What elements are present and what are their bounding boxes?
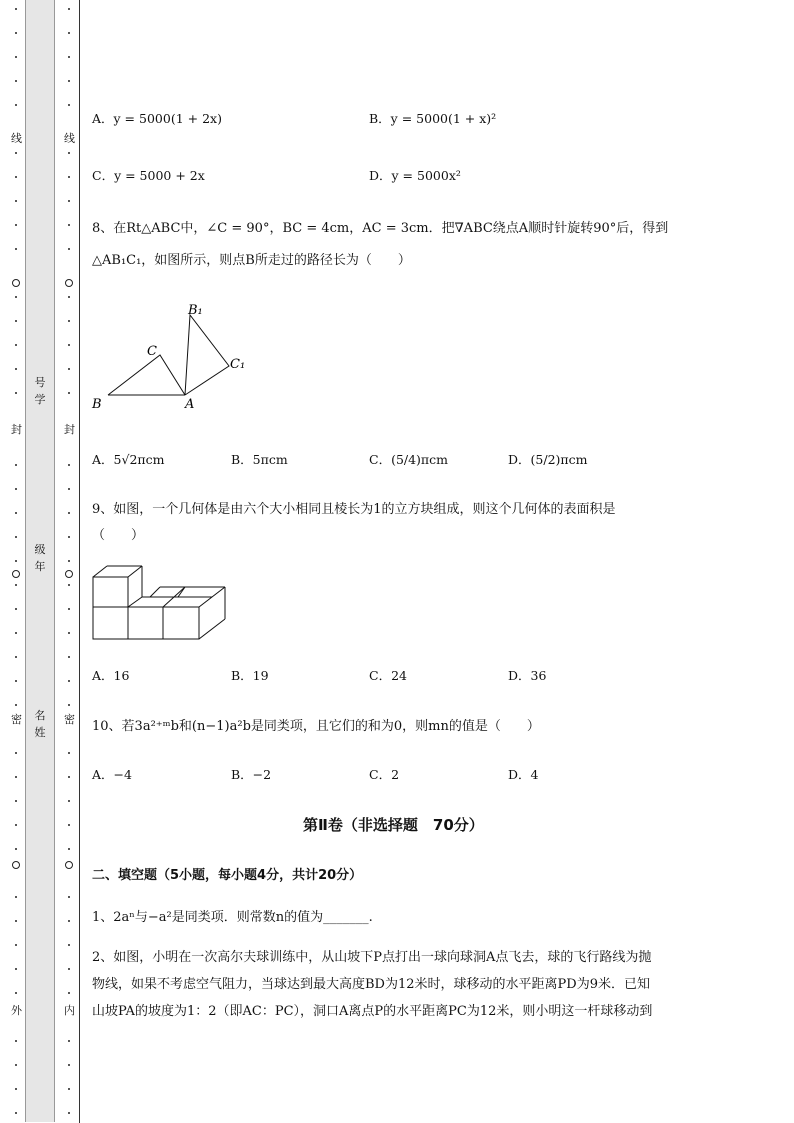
outer-mark-dense: 密 bbox=[11, 713, 22, 726]
binding-dot bbox=[68, 392, 70, 394]
binding-dot bbox=[15, 920, 17, 922]
binding-dot bbox=[15, 56, 17, 58]
binding-dot bbox=[15, 800, 17, 802]
q7-option-b: B．y = 5000(1 + x)² bbox=[369, 111, 497, 126]
binding-dot bbox=[68, 104, 70, 106]
q7-option-c: C．y = 5000 + 2x bbox=[92, 168, 205, 183]
binding-circle bbox=[65, 570, 73, 578]
fill-question-2-line2: 物线，如果不考虑空气阻力，当球达到最大高度BD为12米时，球移动的水平距离PD为9米．已知 bbox=[92, 977, 650, 992]
binding-dot bbox=[68, 56, 70, 58]
inner-mark-dense: 密 bbox=[64, 713, 75, 726]
binding-dot bbox=[15, 704, 17, 706]
binding-dot bbox=[15, 752, 17, 754]
binding-dot bbox=[68, 752, 70, 754]
binding-dot bbox=[68, 200, 70, 202]
q9-option-b: B．19 bbox=[231, 668, 269, 683]
binding-dot bbox=[15, 1112, 17, 1114]
binding-dot bbox=[68, 1112, 70, 1114]
binding-dot bbox=[15, 824, 17, 826]
binding-dot bbox=[15, 680, 17, 682]
binding-dot bbox=[15, 1064, 17, 1066]
q10-option-a: A．−4 bbox=[92, 767, 132, 782]
binding-dot bbox=[68, 296, 70, 298]
binding-dot bbox=[15, 392, 17, 394]
q7-option-a: A．y = 5000(1 + 2x) bbox=[92, 111, 222, 126]
binding-dot bbox=[68, 488, 70, 490]
q9-cube-figure bbox=[90, 562, 232, 644]
q9-option-c: C．24 bbox=[369, 668, 407, 683]
binding-dot bbox=[68, 704, 70, 706]
fill-question-2-line3: 山坡PA的坡度为1：2（即AC：PC），洞口A离点P的水平距离PC为12米，则小明这一杆球移动到 bbox=[92, 1004, 653, 1019]
binding-dot bbox=[15, 992, 17, 994]
binding-dot bbox=[15, 896, 17, 898]
binding-circle bbox=[65, 279, 73, 287]
q8-option-a: A．5√2πcm bbox=[92, 452, 165, 467]
label-a: A bbox=[185, 397, 195, 412]
binding-dot bbox=[68, 656, 70, 658]
inner-mark-seal: 封 bbox=[64, 423, 75, 436]
binding-dot bbox=[68, 1064, 70, 1066]
binding-dot bbox=[15, 80, 17, 82]
q8-option-c: C．(5/4)πcm bbox=[369, 452, 449, 467]
section2-heading: 二、填空题（5小题，每小题4分，共计20分） bbox=[92, 868, 363, 883]
inner-mark-line: 线 bbox=[64, 132, 75, 145]
binding-dot bbox=[15, 176, 17, 178]
binding-dot bbox=[15, 464, 17, 466]
binding-dot bbox=[15, 8, 17, 10]
binding-circle bbox=[12, 570, 20, 578]
binding-dot bbox=[68, 536, 70, 538]
binding-dot bbox=[68, 608, 70, 610]
field-label-grade: 级年 bbox=[34, 543, 46, 573]
binding-dot bbox=[15, 1088, 17, 1090]
q8-stem-line2: △AB₁C₁，如图所示，则点B所走过的路径长为（ ） bbox=[92, 253, 411, 268]
binding-dot bbox=[15, 200, 17, 202]
part2-title: 第Ⅱ卷（非选择题 70分） bbox=[303, 816, 484, 834]
binding-dot bbox=[68, 80, 70, 82]
binding-dot bbox=[68, 800, 70, 802]
binding-dot bbox=[68, 776, 70, 778]
q8-stem-line1: 8、在Rt△ABC中，∠C = 90°，BC = 4cm，AC = 3cm．把∇ABC绕点A顺时针旋转90°后，得到 bbox=[92, 221, 669, 236]
binding-dot bbox=[15, 536, 17, 538]
outer-mark-seal: 封 bbox=[11, 423, 22, 436]
binding-dot bbox=[15, 248, 17, 250]
binding-dot bbox=[15, 224, 17, 226]
q8-triangle-figure bbox=[88, 298, 258, 416]
label-b: B bbox=[92, 397, 102, 412]
label-b1: B₁ bbox=[188, 303, 203, 318]
q10-option-d: D．4 bbox=[508, 767, 539, 782]
binding-dot bbox=[68, 896, 70, 898]
binding-dot bbox=[68, 8, 70, 10]
binding-dot bbox=[68, 848, 70, 850]
q10-stem: 10、若3a²⁺ᵐb和(n−1)a²b是同类项，且它们的和为0，则mn的值是（ ） bbox=[92, 719, 540, 734]
binding-dot bbox=[68, 344, 70, 346]
binding-dot bbox=[15, 152, 17, 154]
binding-dot bbox=[15, 320, 17, 322]
label-c1: C₁ bbox=[230, 357, 246, 372]
binding-dot bbox=[68, 680, 70, 682]
binding-dot bbox=[68, 248, 70, 250]
q9-option-a: A．16 bbox=[92, 668, 130, 683]
binding-dot bbox=[68, 584, 70, 586]
binding-circle bbox=[65, 861, 73, 869]
label-c: C bbox=[147, 344, 157, 359]
binding-dot bbox=[15, 1040, 17, 1042]
binding-dot bbox=[68, 224, 70, 226]
q8-option-b: B．5πcm bbox=[231, 452, 288, 467]
binding-dot bbox=[68, 152, 70, 154]
fill-question-2-line1: 2、如图，小明在一次高尔夫球训练中，从山坡下P点打出一球向球洞A点飞去，球的飞行路线为抛 bbox=[92, 950, 652, 965]
fill-question-1: 1、2aⁿ与−a²是同类项．则常数n的值为_______. bbox=[92, 910, 373, 925]
binding-dot bbox=[68, 512, 70, 514]
binding-dot bbox=[68, 464, 70, 466]
binding-dot bbox=[68, 944, 70, 946]
q10-option-b: B．−2 bbox=[231, 767, 272, 782]
binding-margin bbox=[0, 0, 82, 1123]
binding-dot bbox=[15, 776, 17, 778]
q9-stem-line1: 9、如图，一个几何体是由六个大小相同且棱长为1的立方块组成，则这个几何体的表面积是 bbox=[92, 502, 616, 517]
binding-dot bbox=[68, 920, 70, 922]
binding-dot bbox=[68, 560, 70, 562]
outer-mark-line: 线 bbox=[11, 132, 22, 145]
binding-dot bbox=[15, 560, 17, 562]
q9-stem-line2: （ ） bbox=[92, 528, 145, 543]
binding-dot bbox=[15, 512, 17, 514]
q9-option-d: D．36 bbox=[508, 668, 547, 683]
binding-dot bbox=[68, 176, 70, 178]
outer-mark-outside: 外 bbox=[11, 1004, 22, 1017]
field-label-student-id: 号学 bbox=[34, 376, 46, 406]
binding-dot bbox=[15, 608, 17, 610]
q10-option-c: C．2 bbox=[369, 767, 400, 782]
binding-dot bbox=[68, 368, 70, 370]
binding-dot bbox=[15, 944, 17, 946]
binding-dot bbox=[15, 104, 17, 106]
binding-dot bbox=[15, 656, 17, 658]
binding-rule bbox=[79, 0, 80, 1123]
binding-dot bbox=[15, 344, 17, 346]
binding-dot bbox=[15, 368, 17, 370]
binding-dot bbox=[15, 632, 17, 634]
binding-dot bbox=[15, 32, 17, 34]
binding-dot bbox=[68, 632, 70, 634]
binding-circle bbox=[12, 279, 20, 287]
binding-dot bbox=[68, 1040, 70, 1042]
binding-dot bbox=[68, 1088, 70, 1090]
binding-dot bbox=[68, 32, 70, 34]
binding-dot bbox=[15, 584, 17, 586]
binding-dot bbox=[15, 488, 17, 490]
binding-dot bbox=[15, 848, 17, 850]
binding-dot bbox=[68, 320, 70, 322]
binding-dot bbox=[68, 992, 70, 994]
binding-dot bbox=[15, 968, 17, 970]
binding-dot bbox=[68, 824, 70, 826]
binding-circle bbox=[12, 861, 20, 869]
binding-dot bbox=[68, 968, 70, 970]
q7-option-d: D．y = 5000x² bbox=[369, 168, 461, 183]
field-label-name: 名姓 bbox=[34, 709, 46, 739]
inner-mark-inside: 内 bbox=[64, 1004, 75, 1017]
q8-option-d: D．(5/2)πcm bbox=[508, 452, 588, 467]
binding-dot bbox=[15, 296, 17, 298]
